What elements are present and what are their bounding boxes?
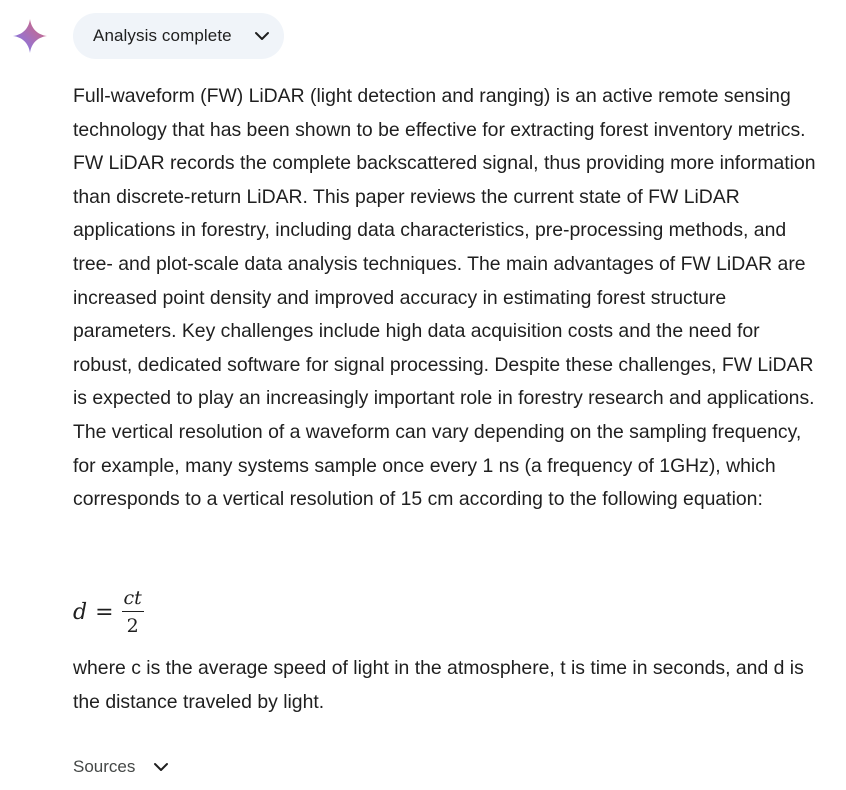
equation [73, 582, 144, 642]
sources-label: Sources [73, 757, 136, 776]
analysis-status-button[interactable] [73, 13, 284, 59]
analysis-status-label: Analysis complete [93, 26, 232, 45]
chevron-down-icon [254, 30, 270, 42]
sparkle-icon [12, 18, 48, 54]
equation-fraction [122, 587, 144, 637]
fraction-bar [122, 611, 144, 612]
equation-lhs: d [73, 599, 88, 625]
chevron-down-icon [153, 761, 169, 773]
response-paragraph-2: where c is the average speed of light in the atmosphere, t is time in seconds, and d is the distance traveled by light. [73, 657, 804, 713]
response-paragraph: Full-waveform (FW) LiDAR (light detection and ranging) is an active remote sensing technology that has been shown to be effective for extracting forest inventory metrics. FW LiDAR records the complete backscattered signal, thus providing more information than discrete-return LiDAR. This paper reviews the current state of FW LiDAR applications in forestry, including data characteristics, pre-processing methods, and tree- and plot-scale data analysis techniques. The main advantages of FW LiDAR are increased point density and improved accuracy in estimating forest structure parameters. Key challenges include high data acquisition costs and the need for robust, dedicated software for signal processing. Despite these challenges, FW LiDAR is expected to play an increasingly important role in forestry research and applications. The vertical resolution of a waveform can vary depending on the sampling frequency, for example, many systems sample once every 1 ns (a frequency of 1GHz), which corresponds to a vertical resolution of 15 cm according to the following equation: [73, 85, 816, 511]
equation-operator: = [95, 599, 114, 625]
equation-denominator: 2 [126, 615, 139, 637]
sources-toggle[interactable] [73, 752, 169, 782]
equation-numerator: ct [123, 587, 142, 609]
